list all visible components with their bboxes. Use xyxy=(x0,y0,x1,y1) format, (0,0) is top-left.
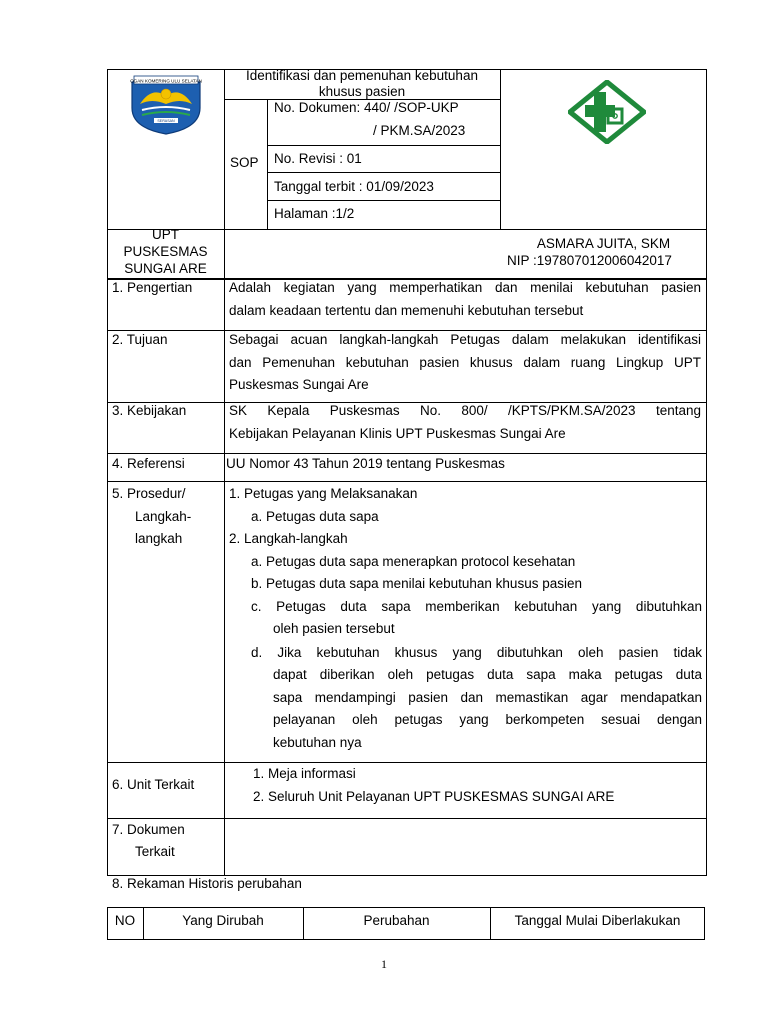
section-label-dokumen-terkait: Terkait xyxy=(135,844,175,859)
referensi-text: UU Nomor 43 Tahun 2019 tentang Puskesmas xyxy=(226,456,505,471)
org-name-line1: UPT xyxy=(152,227,179,242)
section-label-referensi: 4. Referensi xyxy=(112,456,185,471)
history-column-header: NO xyxy=(114,913,136,928)
tujuan-line: dan Pemenuhan kebutuhan pasien khusus dalam ruang Lingkup UPT xyxy=(229,355,701,370)
revision-number: No. Revisi : 01 xyxy=(274,151,362,166)
prosedur-step: pelayanan oleh petugas yang berkompeten sesuai dengan xyxy=(273,712,702,727)
tujuan-line: Sebagai acuan langkah-langkah Petugas dalam melakukan identifikasi xyxy=(229,332,701,347)
section-label-dokumen-terkait: 7. Dokumen xyxy=(112,822,185,837)
section-label-prosedur: Langkah- xyxy=(135,509,192,524)
pengertian-line: dalam keadaan tertentu dan memenuhi kebutuhan tersebut xyxy=(229,303,584,318)
history-column-header: Perubahan xyxy=(363,913,430,928)
doc-number-line1: No. Dokumen: 440/ /SOP-UKP xyxy=(274,100,459,115)
history-column-header: Yang Dirubah xyxy=(182,913,264,928)
section-label-kebijakan: 3. Kebijakan xyxy=(112,403,187,418)
prosedur-step: sapa mendampingi pasien dan memastikan agar mendapatkan xyxy=(273,690,702,705)
puskesmas-logo xyxy=(568,80,646,144)
signer-nip: NIP :197807012006042017 xyxy=(507,253,672,268)
tujuan-line: Puskesmas Sungai Are xyxy=(229,377,369,392)
kebijakan-line: Kebijakan Pelayanan Klinis UPT Puskesmas Sungai Are xyxy=(229,426,566,441)
page-number: 1 xyxy=(381,957,387,971)
prosedur-step: b. Petugas duta sapa menilai kebutuhan khusus pasien xyxy=(251,576,582,591)
prosedur-item: 1. Petugas yang Melaksanakan xyxy=(229,486,418,501)
sop-title-line2: khusus pasien xyxy=(318,84,406,99)
issue-date: Tanggal terbit : 01/09/2023 xyxy=(274,179,434,194)
sop-title-line1: Identifikasi dan pemenuhan kebutuhan xyxy=(246,68,478,83)
svg-text:SERASAN: SERASAN xyxy=(157,119,175,124)
section-label-unit-terkait: 6. Unit Terkait xyxy=(112,777,195,792)
prosedur-step: kebutuhan nya xyxy=(273,735,362,750)
unit-terkait-item: 1. Meja informasi xyxy=(253,766,356,781)
history-column-header: Tanggal Mulai Diberlakukan xyxy=(514,913,681,928)
unit-terkait-item: 2. Seluruh Unit Pelayanan UPT PUSKESMAS SUNGAI ARE xyxy=(253,789,615,804)
section-label-prosedur: langkah xyxy=(135,531,183,546)
prosedur-item: a. Petugas duta sapa xyxy=(251,509,379,524)
kebijakan-line: SK Kepala Puskesmas No. 800/ /KPTS/PKM.SA/2023 tentang xyxy=(229,403,701,418)
org-name-line3: SUNGAI ARE xyxy=(124,261,207,276)
org-name-line2: PUSKESMAS xyxy=(123,244,208,259)
doc-number-line2: / PKM.SA/2023 xyxy=(373,123,466,138)
section-label-prosedur: 5. Prosedur/ xyxy=(112,486,186,501)
prosedur-step: dapat diberikan oleh petugas duta sapa maka petugas duta xyxy=(273,667,702,682)
section-label-pengertian: 1. Pengertian xyxy=(112,280,193,295)
regency-logo xyxy=(128,74,204,136)
prosedur-step: oleh pasien tersebut xyxy=(273,621,395,636)
signer-name: ASMARA JUITA, SKM xyxy=(536,236,671,251)
page-count: Halaman :1/2 xyxy=(274,206,355,221)
prosedur-step: d. Jika kebutuhan khusus yang dibutuhkan oleh pasien tidak xyxy=(251,645,702,660)
prosedur-item: 2. Langkah-langkah xyxy=(229,531,348,546)
prosedur-step: c. Petugas duta sapa memberikan kebutuhan yang dibutuhkan xyxy=(251,599,702,614)
sop-label: SOP xyxy=(230,155,259,170)
section-label-tujuan: 2. Tujuan xyxy=(112,332,168,347)
prosedur-step: a. Petugas duta sapa menerapkan protocol kesehatan xyxy=(251,554,576,569)
svg-text:OGAN KOMERING ULU SELATAN: OGAN KOMERING ULU SELATAN xyxy=(130,78,202,84)
pengertian-line: Adalah kegiatan yang memperhatikan dan menilai kebutuhan pasien xyxy=(229,280,701,295)
history-heading: 8. Rekaman Historis perubahan xyxy=(112,876,302,891)
